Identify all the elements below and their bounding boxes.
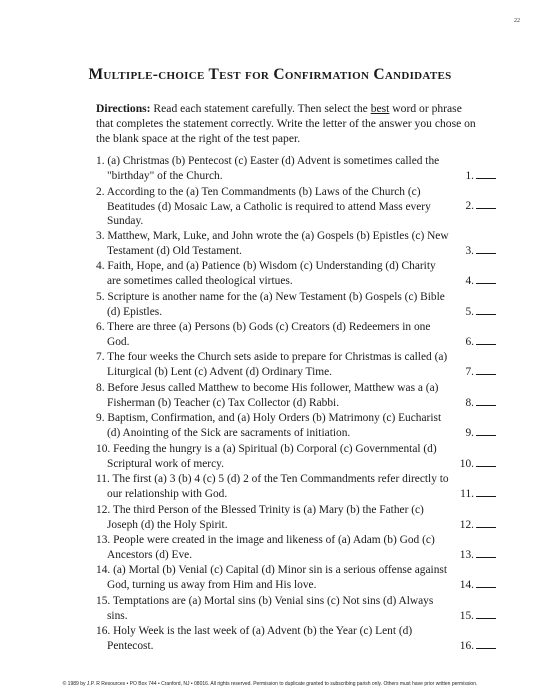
answer-number: 11. [460, 487, 474, 500]
question-item [96, 185, 496, 229]
answer-line [476, 275, 496, 284]
answer-line [476, 245, 496, 254]
question-text: 11. The first (a) 3 (b) 4 (c) 5 (d) 2 of the Ten Commandments refer directly to our relationship with God. [96, 473, 449, 500]
page-number: 22 [514, 18, 520, 24]
answer-number: 8. [465, 396, 474, 409]
answer-blank[interactable] [465, 274, 496, 289]
question-item [96, 350, 496, 379]
answer-blank[interactable] [460, 578, 496, 593]
question-item [96, 533, 496, 562]
question-text: 8. Before Jesus called Matthew to become His follower, Matthew was a (a) Fisherman (b) Teacher (c) Tax Collector (d) Rabbi. [96, 382, 439, 409]
answer-blank[interactable] [465, 335, 496, 350]
answer-number: 3. [465, 244, 474, 257]
question-text: 10. Feeding the hungry is a (a) Spiritual (b) Corporal (c) Governmental (d) Scriptural work of mercy. [96, 443, 437, 470]
answer-blank[interactable] [460, 548, 496, 563]
question-item [96, 154, 496, 183]
answer-number: 6. [465, 335, 474, 348]
question-text: 12. The third Person of the Blessed Trinity is (a) Mary (b) the Father (c) Joseph (d) the Holy Spirit. [96, 504, 424, 531]
question-item [96, 411, 496, 440]
directions-text-after: word or phrase that completes the statement correctly. Write the letter of the answer you chose on the blank space at the right of the test paper. [96, 102, 476, 145]
answer-blank[interactable] [465, 365, 496, 380]
question-item [96, 442, 496, 471]
answer-blank[interactable] [460, 639, 496, 654]
answer-number: 7. [465, 365, 474, 378]
answer-blank[interactable] [465, 426, 496, 441]
answer-number: 12. [459, 518, 474, 531]
question-item [96, 624, 496, 653]
answer-number: 16. [459, 639, 474, 652]
directions [96, 101, 482, 146]
question-text: 16. Holy Week is the last week of (a) Advent (b) the Year (c) Lent (d) Pentecost. [96, 625, 413, 652]
answer-line [476, 336, 496, 345]
directions-label: Directions: [96, 102, 151, 115]
directions-emphasis: best [370, 102, 390, 115]
question-item [96, 472, 496, 501]
question-text: 4. Faith, Hope, and (a) Patience (b) Wisdom (c) Understanding (d) Charity are sometimes called theological virtues. [96, 260, 436, 287]
answer-blank[interactable] [460, 457, 496, 472]
answer-number: 5. [465, 305, 474, 318]
answer-blank[interactable] [460, 518, 496, 533]
answer-line [476, 640, 496, 649]
answer-line [476, 366, 496, 375]
answer-blank[interactable] [465, 244, 496, 259]
answer-line [476, 579, 496, 588]
question-text: 9. Baptism, Confirmation, and (a) Holy Orders (b) Matrimony (c) Eucharist (d) Anointing of the Sick are sacraments of initiation. [96, 412, 442, 439]
answer-blank[interactable] [465, 199, 496, 214]
question-text: 1. (a) Christmas (b) Pentecost (c) Easter (d) Advent is sometimes called the "birthday" of the Church. [96, 155, 440, 182]
answer-number: 14. [459, 578, 474, 591]
question-item [96, 320, 496, 349]
answer-line [476, 170, 496, 179]
answer-number: 2. [465, 200, 474, 212]
answer-line [476, 397, 496, 406]
answer-number: 4. [465, 274, 474, 287]
answer-blank[interactable] [460, 609, 496, 624]
answer-line [476, 519, 496, 528]
question-item [96, 259, 496, 288]
question-text: 3. Matthew, Mark, Luke, and John wrote the (a) Gospels (b) Epistles (c) New Testament (d) Old Testament. [96, 230, 449, 257]
answer-line [476, 306, 496, 315]
question-text: 7. The four weeks the Church sets aside to prepare for Christmas is called (a) Liturgical (b) Lent (c) Advent (d) Ordinary Time. [96, 351, 448, 378]
answer-blank[interactable] [460, 487, 496, 502]
answer-line [476, 549, 496, 558]
answer-blank[interactable] [465, 396, 496, 411]
answer-line [476, 458, 496, 467]
answer-number: 1. [465, 169, 474, 182]
question-item [96, 563, 496, 592]
copyright-footer: © 1989 by J.P. R Resources • PO Box 744 • Cranford, NJ • 08016. All rights reserved. Permission to duplicate granted to subscribing parish only. Others must have prior written permission. [62, 681, 478, 687]
answer-line [476, 200, 496, 209]
answer-blank[interactable] [465, 169, 496, 184]
question-item [96, 381, 496, 410]
directions-text-before: Read each statement carefully. Then select the [150, 102, 371, 115]
question-text: 15. Temptations are (a) Mortal sins (b) Venial sins (c) Not sins (d) Always sins. [96, 595, 434, 622]
question-item [96, 503, 496, 532]
answer-blank[interactable] [465, 305, 496, 320]
question-item [96, 290, 496, 319]
answer-number: 15. [459, 609, 474, 622]
question-item [96, 229, 496, 258]
question-text: 5. Scripture is another name for the (a) New Testament (b) Gospels (c) Bible (d) Epistles. [96, 291, 445, 318]
page-title: Multiple-choice Test for Confirmation Candidates [88, 66, 452, 83]
answer-number: 10. [459, 457, 474, 470]
question-text: 6. There are three (a) Persons (b) Gods (c) Creators (d) Redeemers in one God. [96, 321, 431, 348]
question-item [96, 594, 496, 623]
answer-line [476, 610, 496, 619]
answer-number: 9. [465, 426, 474, 439]
answer-number: 13. [459, 548, 474, 561]
answer-line [476, 488, 496, 497]
question-text: 2. According to the (a) Ten Commandments (b) Laws of the Church (c) Beatitudes (d) Mosaic Law, a Catholic is required to attend Mass every Sunday. [96, 186, 431, 227]
answer-line [476, 427, 496, 436]
question-text: 14. (a) Mortal (b) Venial (c) Capital (d) Minor sin is a serious offense against God, turning us away from Him and His love. [96, 564, 448, 591]
question-text: 13. People were created in the image and likeness of (a) Adam (b) God (c) Ancestors (d) Eve. [96, 534, 435, 561]
